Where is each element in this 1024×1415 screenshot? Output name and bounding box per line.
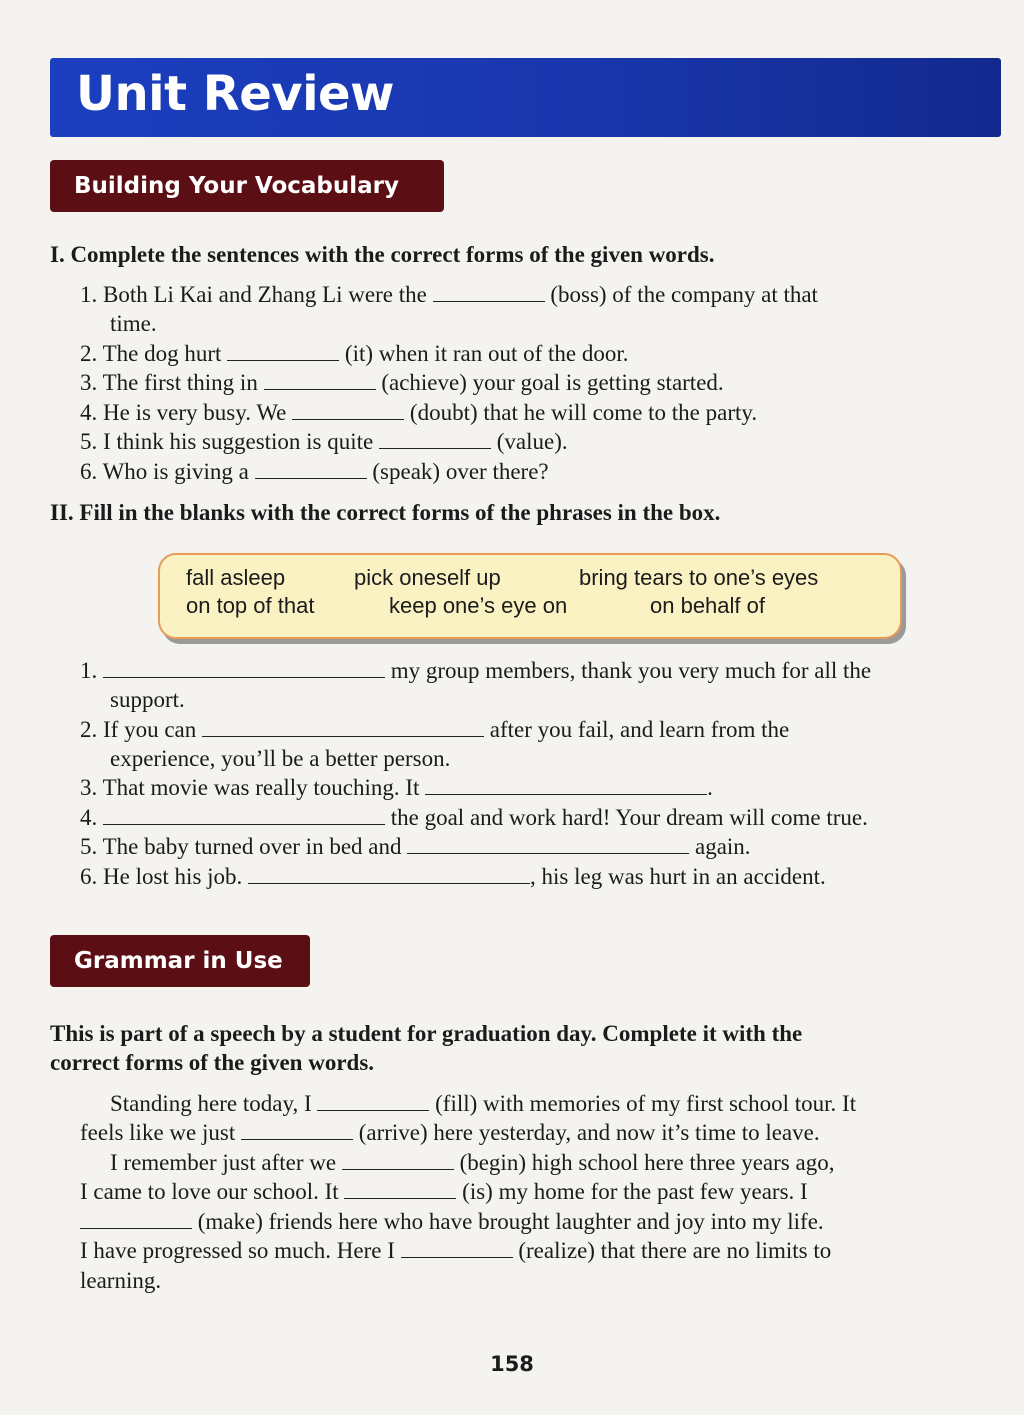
part1-item-1: 1. Both Li Kai and Zhang Li were the (boss) of the company at that: [80, 282, 818, 307]
answer-blank[interactable]: [317, 1090, 429, 1111]
part2-item-6: 6. He lost his job. , his leg was hurt in an accident.: [80, 864, 826, 889]
part1-item-2: 2. The dog hurt (it) when it ran out of the door.: [80, 341, 629, 366]
grammar-instruction-line2: correct forms of the given words.: [50, 1050, 375, 1075]
part1-item-3: 3. The first thing in (achieve) your goal is getting started.: [80, 370, 724, 395]
answer-blank[interactable]: [407, 833, 689, 854]
answer-blank[interactable]: [264, 369, 376, 390]
answer-blank[interactable]: [227, 340, 339, 361]
phrase-option: fall asleep: [186, 565, 286, 590]
passage-line: Standing here today, I (fill) with memories of my first school tour. It: [110, 1091, 857, 1116]
part2-instruction: II. Fill in the blanks with the correct forms of the phrases in the box.: [50, 500, 721, 525]
page-number: 158: [490, 1352, 534, 1376]
passage-line: I have progressed so much. Here I (realize) that there are no limits to: [80, 1238, 832, 1263]
phrase-option: pick oneself up: [354, 565, 501, 590]
part2-item-1-cont: support.: [110, 687, 185, 712]
answer-blank[interactable]: [433, 281, 545, 302]
part1-item-5: 5. I think his suggestion is quite (value).: [80, 429, 568, 454]
answer-blank[interactable]: [241, 1119, 353, 1140]
phrase-box: [158, 553, 902, 639]
answer-blank[interactable]: [202, 716, 484, 737]
answer-blank[interactable]: [103, 657, 385, 678]
answer-blank[interactable]: [103, 804, 385, 825]
passage-line: learning.: [80, 1268, 162, 1293]
answer-blank[interactable]: [401, 1237, 513, 1258]
passage-line: feels like we just (arrive) here yesterday, and now it’s time to leave.: [80, 1120, 820, 1145]
part2-item-2-cont: experience, you’ll be a better person.: [110, 746, 451, 771]
phrase-option: keep one’s eye on: [389, 593, 568, 618]
passage-line: I remember just after we (begin) high school here three years ago,: [110, 1150, 835, 1175]
answer-blank[interactable]: [425, 774, 707, 795]
part2-item-2: 2. If you can after you fail, and learn from the: [80, 717, 790, 742]
section-tab-vocabulary: Building Your Vocabulary: [50, 160, 444, 212]
answer-blank[interactable]: [342, 1149, 454, 1170]
phrase-option: on behalf of: [650, 593, 765, 618]
section-tab-grammar: Grammar in Use: [50, 935, 310, 987]
phrase-option: on top of that: [186, 593, 315, 618]
phrase-option: bring tears to one’s eyes: [579, 565, 819, 590]
passage-line: (make) friends here who have brought laughter and joy into my life.: [80, 1207, 824, 1236]
passage-line: I came to love our school. It (is) my home for the past few years. I: [80, 1179, 808, 1204]
answer-blank[interactable]: [379, 428, 491, 449]
grammar-instruction-line1: This is part of a speech by a student for graduation day. Complete it with the: [50, 1021, 803, 1046]
part2-item-3: 3. That movie was really touching. It .: [80, 775, 713, 800]
part2-item-5: 5. The baby turned over in bed and again.: [80, 834, 751, 859]
answer-blank[interactable]: [344, 1178, 456, 1199]
part1-item-1-cont: time.: [110, 311, 157, 336]
answer-blank[interactable]: [80, 1208, 192, 1229]
answer-blank[interactable]: [255, 458, 367, 479]
page-title: Unit Review: [76, 66, 394, 122]
part1-item-4: 4. He is very busy. We (doubt) that he will come to the party.: [80, 400, 758, 425]
part2-item-4: 4. the goal and work hard! Your dream will come true.: [80, 805, 868, 830]
part1-instruction: I. Complete the sentences with the correct forms of the given words.: [50, 242, 715, 267]
part1-item-6: 6. Who is giving a (speak) over there?: [80, 459, 549, 484]
unit-title-banner: [50, 58, 1001, 137]
part2-item-1: 1. my group members, thank you very much for all the: [80, 658, 872, 683]
answer-blank[interactable]: [292, 399, 404, 420]
answer-blank[interactable]: [248, 863, 530, 884]
